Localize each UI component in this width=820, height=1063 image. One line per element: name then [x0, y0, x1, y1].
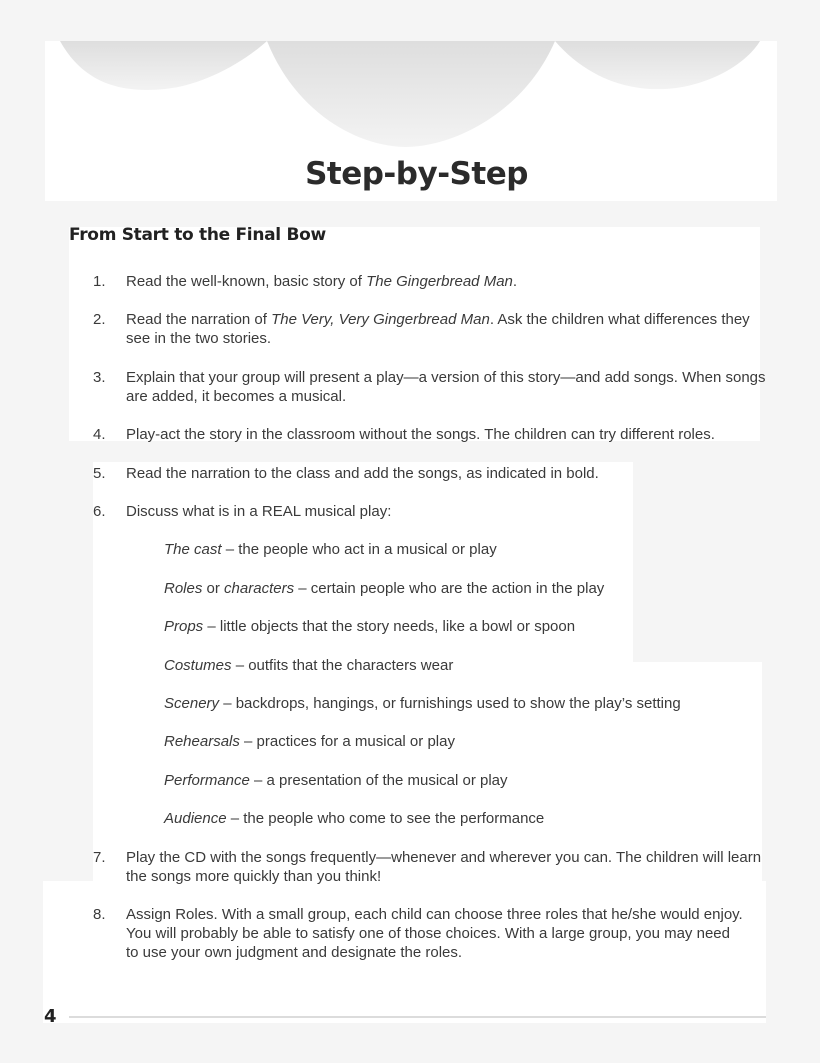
step-text: Read the well-known, basic story of The Gingerbread Man.	[126, 273, 518, 290]
term-item: The cast – the people who act in a musical or play	[164, 541, 497, 558]
step-number: 5.	[93, 465, 106, 482]
term-item: Props – little objects that the story needs, like a bowl or spoon	[164, 618, 576, 635]
step-text: Read the narration to the class and add the songs, as indicated in bold.	[126, 465, 599, 482]
step-number: 3.	[93, 369, 106, 386]
term-item: Rehearsals – practices for a musical or play	[164, 733, 455, 750]
step-text: Discuss what is in a REAL musical play:	[126, 503, 392, 520]
term-item: Performance – a presentation of the musical or play	[164, 772, 508, 789]
step-number: 8.	[93, 906, 106, 923]
section-subtitle: From Start to the Final Bow	[69, 225, 326, 245]
page-number: 4	[44, 1006, 57, 1027]
term-item: Scenery – backdrops, hangings, or furnishings used to show the play’s setting	[164, 695, 681, 712]
step-text: Play the CD with the songs frequently—whenever and wherever you can. The children will learn the songs more quickly than you think!	[126, 849, 762, 885]
step-number: 7.	[93, 849, 106, 866]
page-title: Step-by-Step	[305, 156, 528, 192]
step-number: 4.	[93, 426, 106, 443]
step-text: Assign Roles. With a small group, each child can choose three roles that he/she would enjoy. You will probably be able to satisfy one of those choices. With a large group, you may need to use your own judgment and designate the roles.	[126, 906, 743, 961]
term-item: Audience – the people who come to see the performance	[164, 810, 545, 827]
curtain-drape-icon	[45, 41, 777, 151]
term-item: Costumes – outfits that the characters wear	[164, 657, 454, 674]
step-number: 2.	[93, 311, 106, 328]
step-number: 1.	[93, 273, 106, 290]
step-text: Explain that your group will present a play—a version of this story—and add songs. When songs are added, it becomes a musical.	[126, 369, 766, 405]
step-text: Play-act the story in the classroom without the songs. The children can try different roles.	[126, 426, 715, 443]
footer-divider	[69, 1016, 766, 1018]
step-text: Read the narration of The Very, Very Gingerbread Man. Ask the children what differences they see in the two stories.	[126, 311, 750, 347]
step-number: 6.	[93, 503, 106, 520]
term-item: Roles or characters – certain people who are the action in the play	[164, 580, 605, 597]
